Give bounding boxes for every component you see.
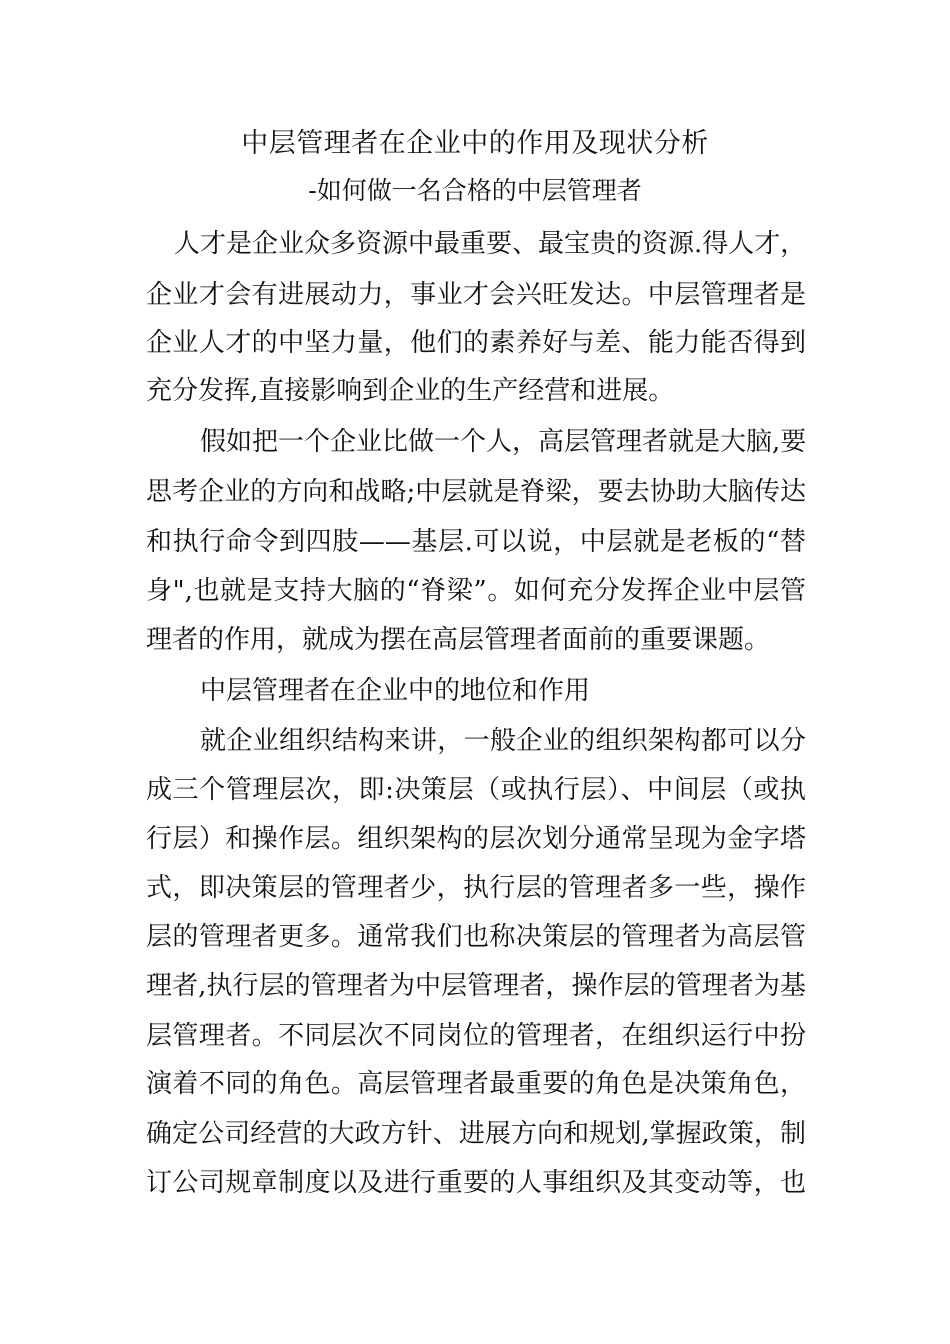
paragraph-3-line-5: 层的管理者更多。通常我们也称决策层的管理者为高层管 — [146, 922, 806, 952]
paragraph-3-line-4: 式，即决策层的管理者少，执行层的管理者多一些，操作 — [146, 873, 806, 903]
paragraph-2-line-3: 和执行命令到四肢——基层.可以说，中层就是老板的“替 — [146, 527, 806, 557]
paragraph-1-line-2: 企业才会有进展动力，事业才会兴旺发达。中层管理者是 — [146, 280, 806, 310]
paragraph-2-line-4: 身",也就是支持大脑的“脊梁”。如何充分发挥企业中层管 — [146, 576, 806, 606]
paragraph-3-line-3: 行层）和操作层。组织架构的层次划分通常呈现为金字塔 — [146, 824, 806, 854]
paragraph-3-line-1: 就企业组织结构来讲，一般企业的组织架构都可以分 — [200, 726, 806, 756]
paragraph-3-line-8: 演着不同的角色。高层管理者最重要的角色是决策角色， — [146, 1069, 806, 1099]
document-title: 中层管理者在企业中的作用及现状分析 — [241, 128, 709, 159]
document-subtitle: -如何做一名合格的中层管理者 — [308, 176, 642, 205]
paragraph-1-line-4: 充分发挥,直接影响到企业的生产经营和进展。 — [146, 376, 675, 406]
paragraph-3-line-7: 层管理者。不同层次不同岗位的管理者，在组织运行中扮 — [146, 1021, 806, 1051]
paragraph-3-line-9: 确定公司经营的大政方针、进展方向和规划,掌握政策，制 — [146, 1119, 806, 1149]
paragraph-3-line-10: 订公司规章制度以及进行重要的人事组织及其变动等，也 — [146, 1168, 806, 1198]
paragraph-1-line-3: 企业人才的中坚力量，他们的素养好与差、能力能否得到 — [146, 328, 806, 358]
paragraph-2-line-2: 思考企业的方向和战略;中层就是脊梁，要去协助大脑传达 — [146, 477, 806, 507]
paragraph-2-line-5: 理者的作用，就成为摆在高层管理者面前的重要课题。 — [146, 625, 771, 655]
paragraph-3-line-6: 理者,执行层的管理者为中层管理者，操作层的管理者为基 — [146, 971, 806, 1001]
section-heading: 中层管理者在企业中的地位和作用 — [200, 676, 591, 706]
paragraph-3-line-2: 成三个管理层次，即:决策层（或执行层）、中间层（或执 — [146, 775, 806, 805]
paragraph-2-line-1: 假如把一个企业比做一个人，高层管理者就是大脑,要 — [200, 427, 807, 457]
paragraph-1-line-1: 人才是企业众多资源中最重要、最宝贵的资源.得人才， — [174, 229, 807, 259]
